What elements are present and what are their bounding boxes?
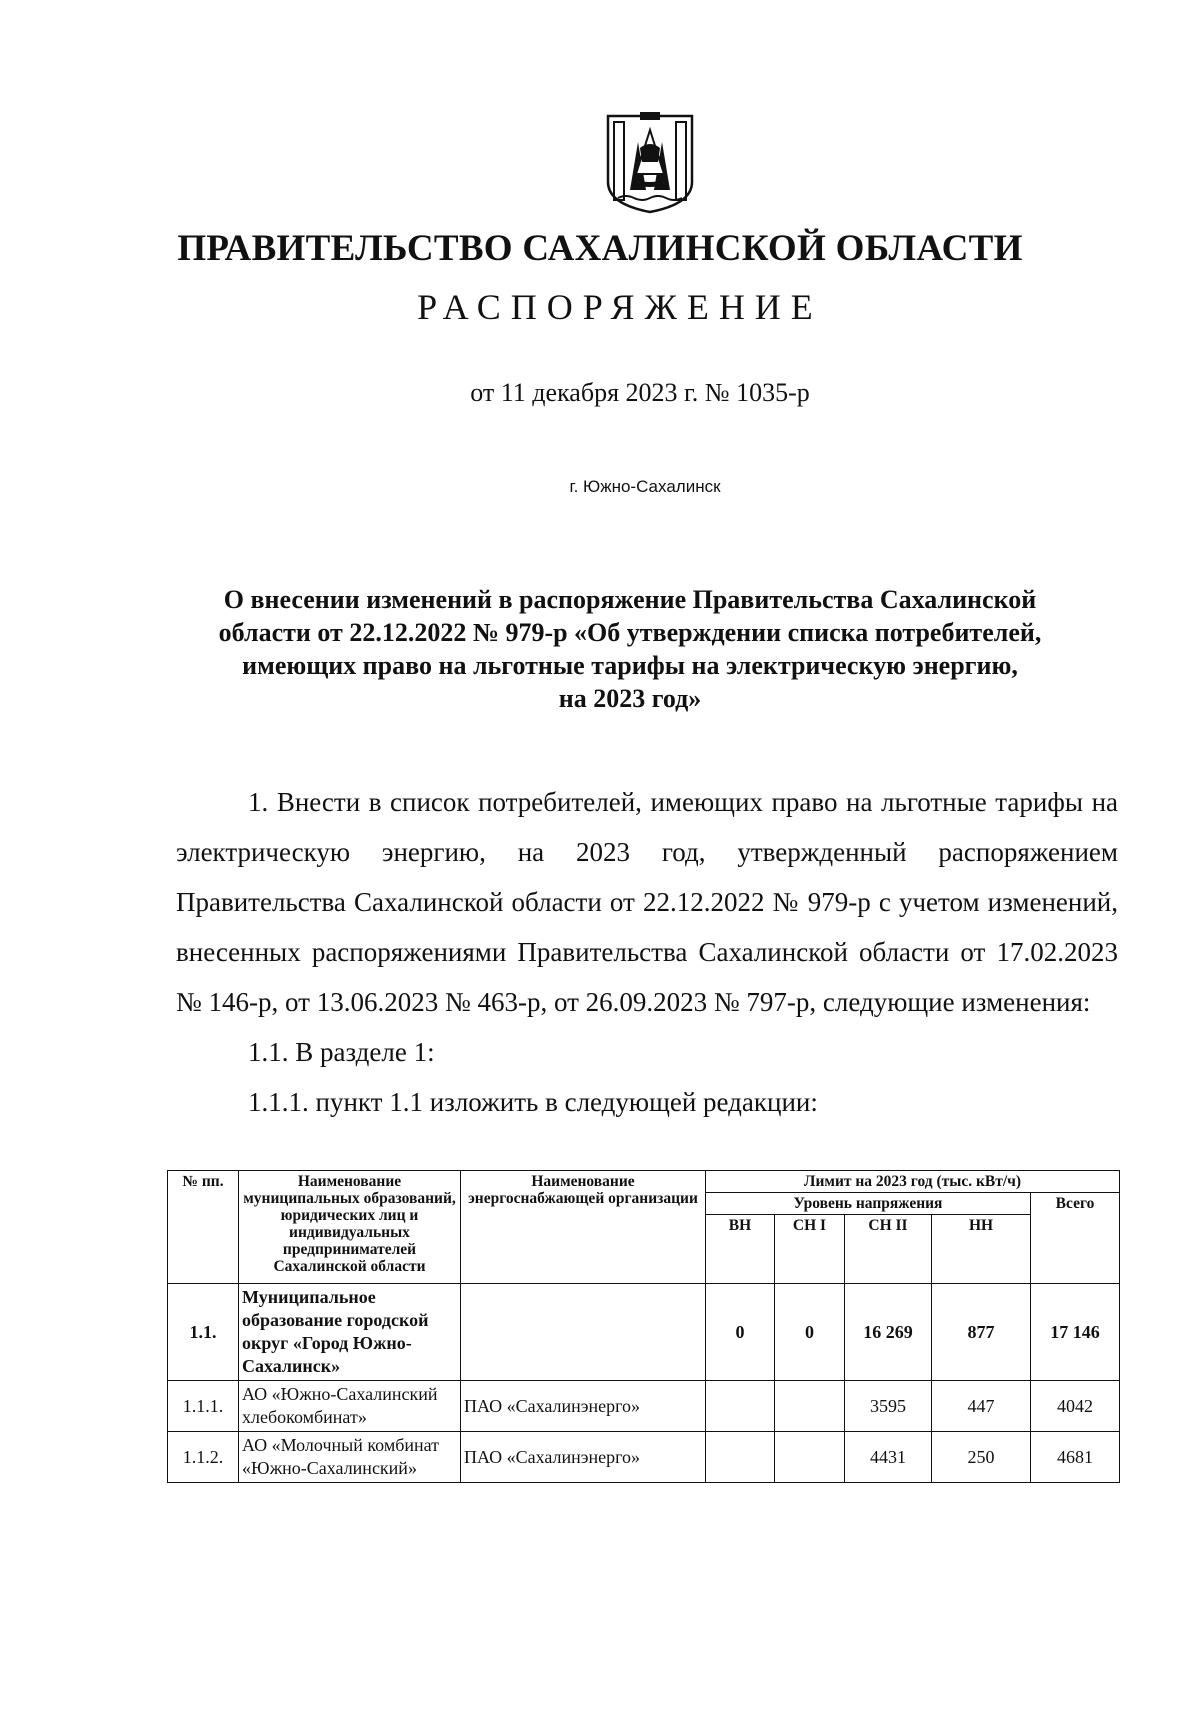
row-vn	[706, 1432, 775, 1483]
row-total: 4042	[1031, 1381, 1120, 1432]
row-entity-name: Муниципальное образование городской округ «Город Южно-Сахалинск»	[239, 1284, 461, 1381]
document-date-number: от 11 декабря 2023 г. № 1035-р	[470, 378, 810, 407]
paragraph-1-1-1: 1.1.1. пункт 1.1 изложить в следующей редакции:	[248, 1087, 818, 1117]
row-entity-name: АО «Южно-Сахалинский хлебокомбинат»	[239, 1381, 461, 1432]
paragraph-1-1: 1.1. В разделе 1:	[248, 1037, 435, 1067]
row-supplier	[461, 1284, 706, 1381]
table-row	[168, 1381, 1120, 1432]
row-nn: 877	[932, 1284, 1031, 1381]
sakhalin-coat-of-arms-icon	[600, 112, 700, 214]
row-entity-name: АО «Молочный комбинат «Южно-Сахалинский»	[239, 1432, 461, 1483]
row-number: 1.1.1.	[168, 1381, 239, 1432]
row-nn: 250	[932, 1432, 1031, 1483]
row-number: 1.1.2.	[168, 1432, 239, 1483]
subject-line: О внесении изменений в распоряжение Правительства Сахалинской	[223, 585, 1037, 614]
header-number: № пп.	[168, 1171, 239, 1284]
row-sn2: 3595	[845, 1381, 932, 1432]
header-nn: НН	[932, 1215, 1031, 1284]
document-type: РАСПОРЯЖЕНИЕ	[417, 287, 823, 327]
document-body	[176, 777, 1118, 1127]
row-nn: 447	[932, 1381, 1031, 1432]
row-number: 1.1.	[168, 1284, 239, 1381]
subject-line: области от 22.12.2022 № 979-р «Об утверждении списка потребителей,	[218, 618, 1042, 647]
row-vn	[706, 1381, 775, 1432]
header-supplier: Наименование энергоснабжающей организации	[461, 1171, 706, 1284]
subject-line: на 2023 год»	[558, 684, 702, 713]
table-row	[168, 1432, 1120, 1483]
document-subject	[170, 583, 1090, 715]
header-sn1: СН I	[775, 1215, 845, 1284]
row-vn: 0	[706, 1284, 775, 1381]
header-sn2: СН II	[845, 1215, 932, 1284]
row-sn1	[775, 1381, 845, 1432]
row-supplier: ПАО «Сахалинэнерго»	[461, 1381, 706, 1432]
header-total: Всего	[1031, 1193, 1120, 1284]
government-title: ПРАВИТЕЛЬСТВО САХАЛИНСКОЙ ОБЛАСТИ	[177, 228, 1023, 269]
header-voltage-level: Уровень напряжения	[706, 1193, 1031, 1215]
header-entity-name: Наименование муниципальных образований, юридических лиц и индивидуальных предпринимателей Сахалинской области	[239, 1171, 461, 1284]
header-vn: ВН	[706, 1215, 775, 1284]
table-row	[168, 1284, 1120, 1381]
document-city: г. Южно-Сахалинск	[569, 477, 721, 496]
row-supplier: ПАО «Сахалинэнерго»	[461, 1432, 706, 1483]
row-sn2: 4431	[845, 1432, 932, 1483]
row-sn2: 16 269	[845, 1284, 932, 1381]
row-total: 4681	[1031, 1432, 1120, 1483]
paragraph-1: 1. Внести в список потребителей, имеющих право на льготные тарифы на электрическую энергию, на 2023 год, утвержденный распоряжением Правительства Сахалинской области от 22.12.2022 № 979-р с учетом изменений, внесенных распоряжениями Правительства Сахалинской области от 17.02.2023 № 146-р, от 13.06.2023 № 463-р, от 26.09.2023 № 797-р, следующие изменения:	[176, 787, 1118, 1017]
row-total: 17 146	[1031, 1284, 1120, 1381]
consumer-limits-table	[167, 1170, 1120, 1483]
row-sn1	[775, 1432, 845, 1483]
subject-line: имеющих право на льготные тарифы на электрическую энергию,	[242, 651, 1018, 680]
header-limit: Лимит на 2023 год (тыс. кВт/ч)	[706, 1171, 1120, 1193]
row-sn1: 0	[775, 1284, 845, 1381]
